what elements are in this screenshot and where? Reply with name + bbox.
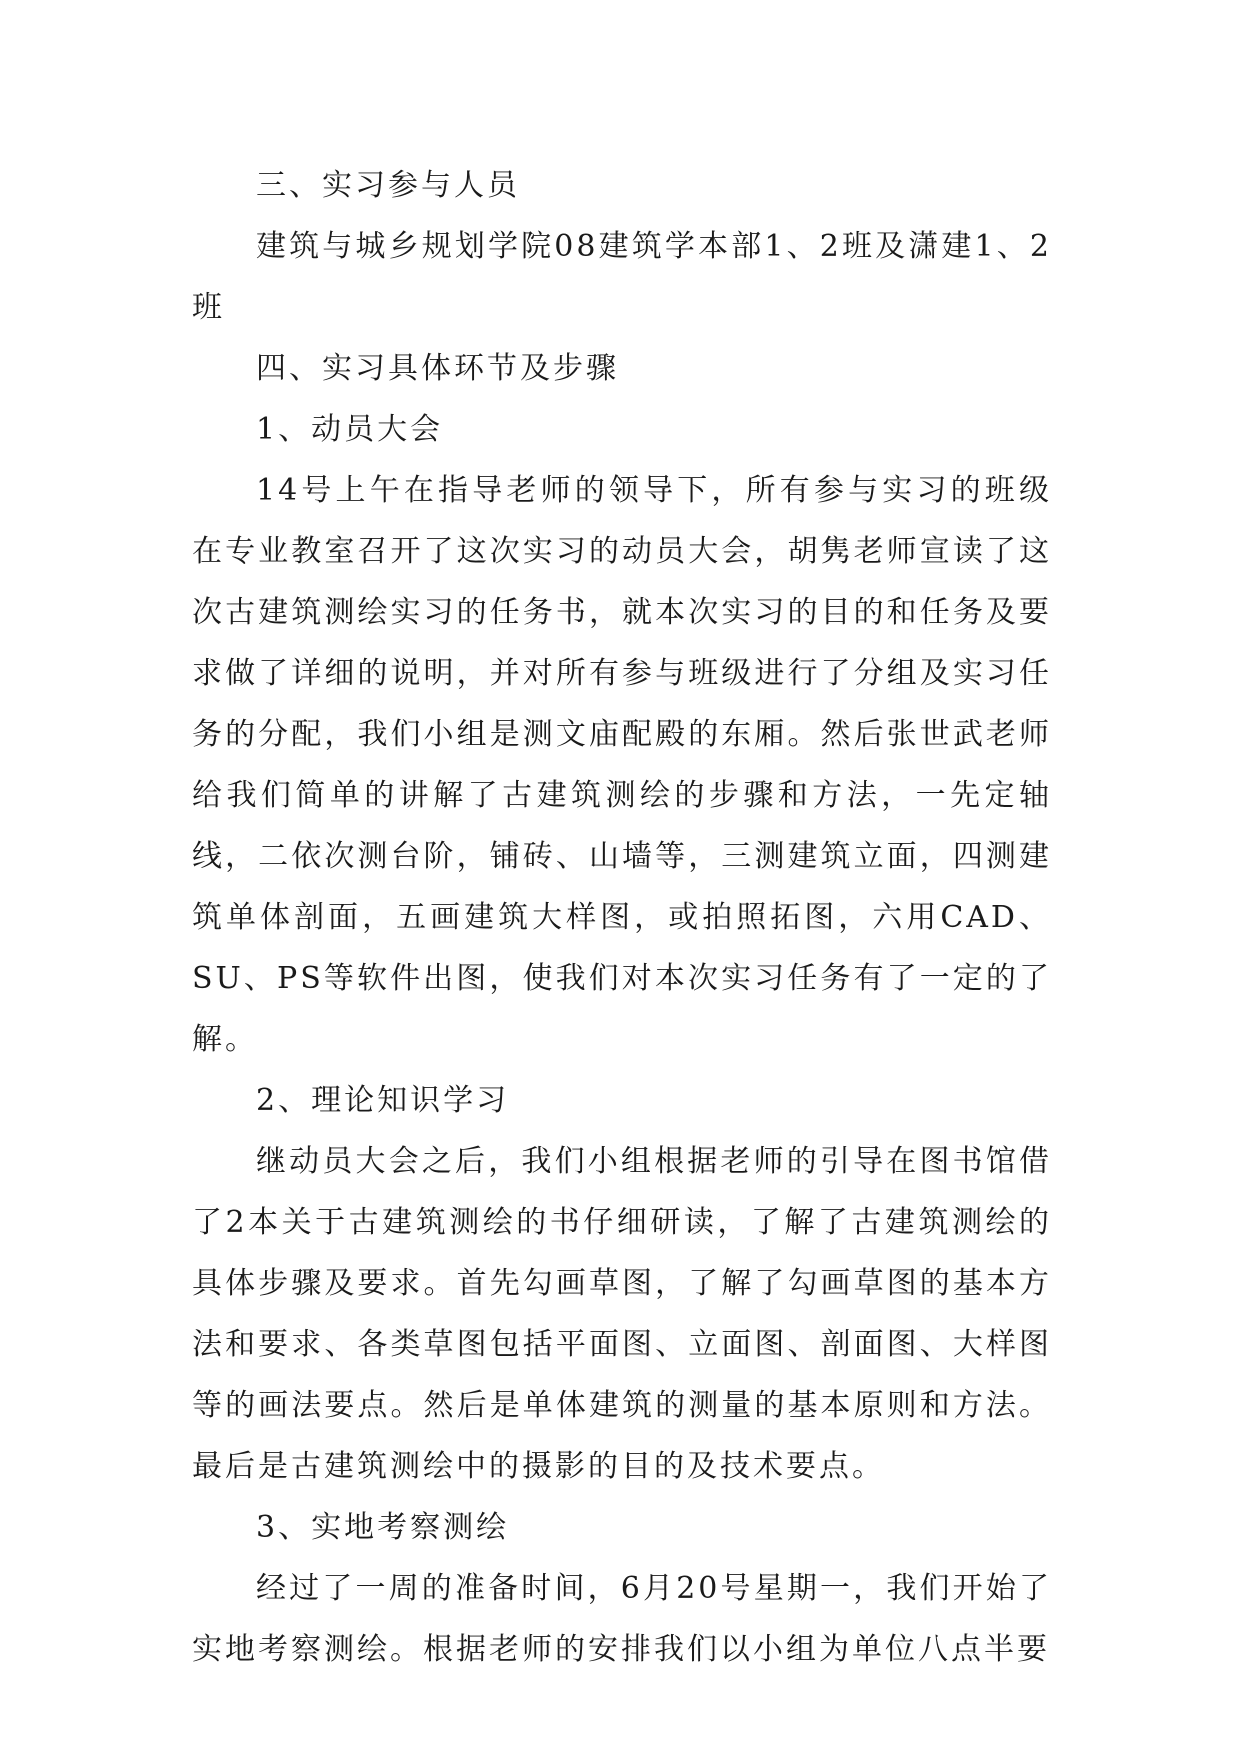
fieldwork-paragraph: 经过了一周的准备时间，6月20号星期一，我们开始了实地考察测绘。根据老师的安排我们以小组为单位八点半要 [192, 1571, 1052, 1667]
section-heading-participants: 三、实习参与人员 [256, 168, 520, 203]
mobilization-paragraph: 14号上午在指导老师的领导下，所有参与实习的班级在专业教室召开了这次实习的动员大会，胡隽老师宣读了这次古建筑测绘实习的任务书，就本次实习的目的和任务及要求做了详细的说明，并对所有参与班级进行了分组及实习任务的分配，我们小组是测文庙配殿的东厢。然后张世武老师给我们简单的讲解了古建筑测绘的步骤和方法，一先定轴线，二依次测台阶，铺砖、山墙等，三测建筑立面，四测建筑单体剖面，五画建筑大样图，或拍照拓图，六用CAD、SU、PS等软件出图，使我们对本次实习任务有了一定的了解。 [192, 473, 1052, 1057]
participants-paragraph: 建筑与城乡规划学院08建筑学本部1、2班及潇建1、2班 [192, 229, 1052, 325]
subheading-theory: 2、理论知识学习 [256, 1083, 510, 1118]
subheading-fieldwork: 3、实地考察测绘 [256, 1510, 510, 1545]
theory-paragraph: 继动员大会之后，我们小组根据老师的引导在图书馆借了2本关于古建筑测绘的书仔细研读，了解了古建筑测绘的具体步骤及要求。首先勾画草图，了解了勾画草图的基本方法和要求、各类草图包括平面图、立面图、剖面图、大样图等的画法要点。然后是单体建筑的测量的基本原则和方法。最后是古建筑测绘中的摄影的目的及技术要点。 [192, 1144, 1052, 1484]
document-body [192, 155, 1052, 1680]
section-heading-steps: 四、实习具体环节及步骤 [256, 351, 619, 386]
subheading-mobilization: 1、动员大会 [256, 412, 444, 447]
